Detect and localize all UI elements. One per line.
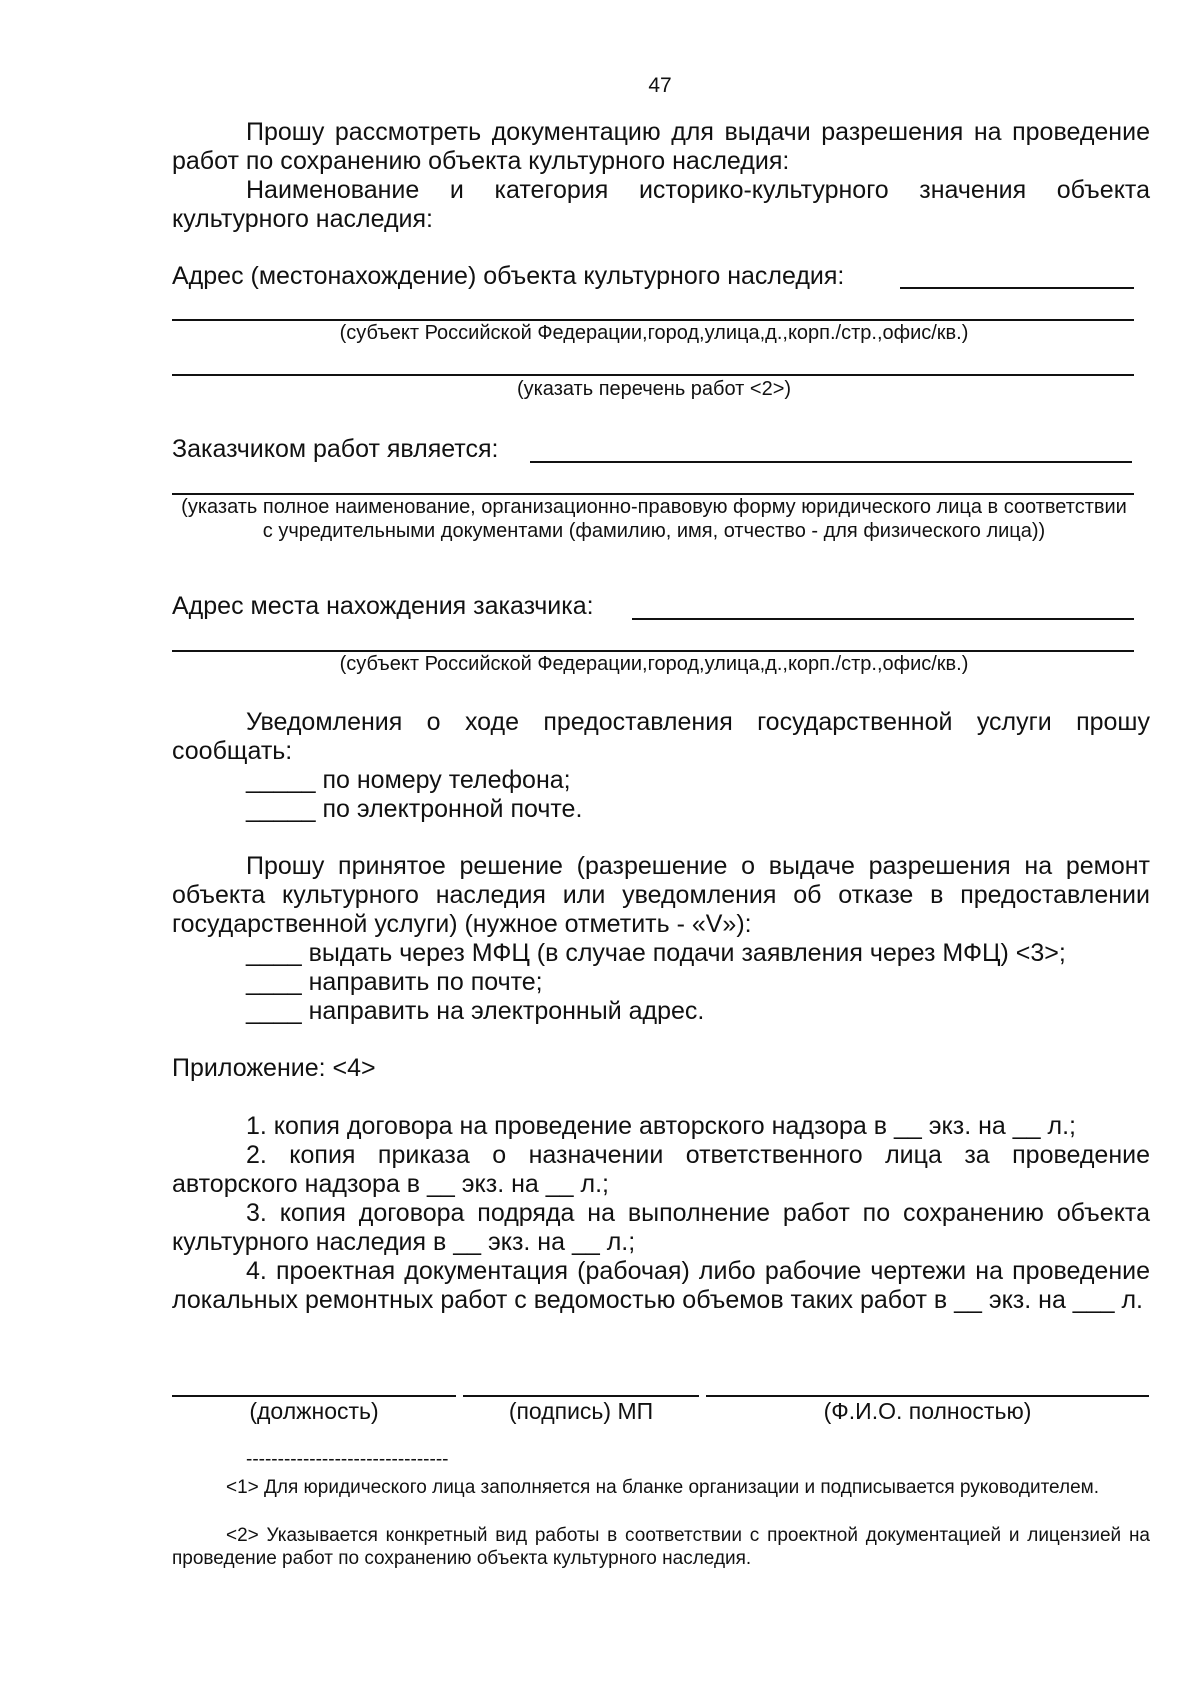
customer-label: Заказчиком работ является:	[172, 435, 499, 463]
decision-paragraph: Прошу принятое решение (разрешение о выдаче разрешения на ремонт объекта культурного наследия или уведомления об отказе в предоставлении государственной услуги) (нужное отметить - «V»):	[172, 852, 1150, 938]
customer-address-caption: (субъект Российской Федерации,город,улица,д.,корп./стр.,офис/кв.)	[339, 653, 969, 675]
attachment-label: Приложение: <4>	[172, 1054, 376, 1082]
object-address-line-1	[900, 287, 1134, 289]
customer-address-line-1	[632, 618, 1134, 620]
attachment-item-3: 3. копия договора подряда на выполнение работ по сохранению объекта культурного наследия в __ экз. на __ л.;	[172, 1199, 1150, 1256]
notify-option-email[interactable]	[246, 795, 582, 824]
signature-fullname-line	[706, 1395, 1149, 1397]
signature-position-label: (должность)	[249, 1398, 379, 1424]
notify-option-phone-label: по номеру телефона;	[322, 766, 571, 794]
object-address-label: Адрес (местонахождение) объекта культурного наследия:	[172, 262, 845, 290]
decision-option-email-blank[interactable]: ____	[246, 997, 302, 1025]
signature-sign-label: (подпись) МП	[508, 1398, 654, 1424]
object-name-paragraph: Наименование и категория историко-культурного значения объекта культурного наследия:	[172, 176, 1150, 233]
decision-option-email[interactable]	[246, 997, 704, 1026]
decision-option-post-blank[interactable]: ____	[246, 968, 302, 996]
works-list-caption: (указать перечень работ <2>)	[516, 378, 792, 400]
footnote-1: <1> Для юридического лица заполняется на бланке организации и подписывается руководителем.	[226, 1477, 1099, 1498]
customer-caption: (указать полное наименование, организационно-правовую форму юридического лица в соответствии с учредительными документами (фамилию, имя, отчество - для физического лица))	[181, 496, 1127, 542]
works-list-line	[172, 374, 1134, 376]
decision-option-mfc-label: выдать через МФЦ (в случае подачи заявления через МФЦ) <3>;	[308, 939, 1066, 967]
notify-option-phone-blank[interactable]: _____	[246, 766, 316, 794]
signature-sign-line	[463, 1395, 699, 1397]
attachment-item-4: 4. проектная документация (рабочая) либо рабочие чертежи на проведение локальных ремонтных работ с ведомостью объемов таких работ в __ экз. на ___ л.	[172, 1257, 1150, 1314]
request-paragraph: Прошу рассмотреть документацию для выдачи разрешения на проведение работ по сохранению объекта культурного наследия:	[172, 118, 1150, 175]
attachment-item-1: 1. копия договора на проведение авторского надзора в __ экз. на __ л.;	[246, 1112, 1076, 1140]
decision-option-mfc[interactable]	[246, 939, 1066, 968]
notify-option-email-blank[interactable]: _____	[246, 795, 316, 823]
signature-position-line	[172, 1395, 456, 1397]
object-address-caption: (субъект Российской Федерации,город,улица,д.,корп./стр.,офис/кв.)	[339, 322, 969, 344]
notify-option-phone[interactable]	[246, 766, 571, 795]
page-number: 47	[648, 74, 672, 97]
decision-option-email-label: направить на электронный адрес.	[308, 997, 705, 1025]
decision-option-post[interactable]	[246, 968, 543, 997]
decision-option-mfc-blank[interactable]: ____	[246, 939, 302, 967]
customer-address-label: Адрес места нахождения заказчика:	[172, 592, 594, 620]
notify-paragraph: Уведомления о ходе предоставления государственной услуги прошу сообщать:	[172, 708, 1150, 765]
decision-option-post-label: направить по почте;	[308, 968, 543, 996]
footnote-2: <2> Указывается конкретный вид работы в соответствии с проектной документацией и лицензией на проведение работ по сохранению объекта культурного наследия.	[172, 1525, 1150, 1569]
signature-fullname-label: (Ф.И.О. полностью)	[823, 1398, 1032, 1424]
footnote-separator: --------------------------------	[246, 1449, 449, 1470]
attachment-item-2: 2. копия приказа о назначении ответственного лица за проведение авторского надзора в __ экз. на __ л.;	[172, 1141, 1150, 1198]
customer-line-1	[530, 461, 1132, 463]
notify-option-email-label: по электронной почте.	[322, 795, 583, 823]
